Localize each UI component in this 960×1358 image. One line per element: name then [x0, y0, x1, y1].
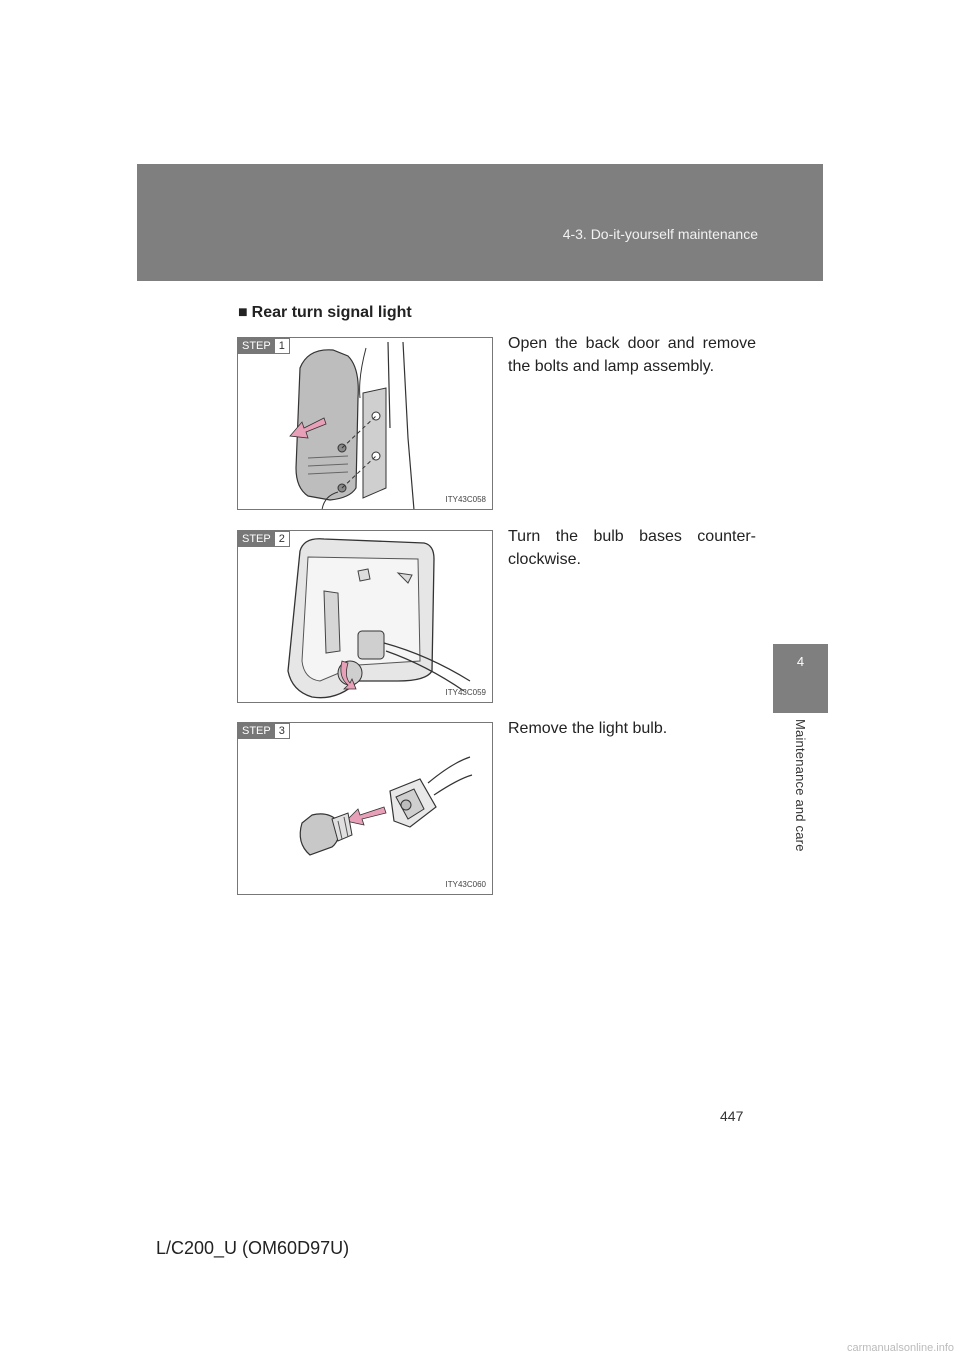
figure-step-1 — [237, 337, 493, 510]
step-label: STEP — [238, 338, 275, 354]
step-badge — [238, 531, 290, 547]
heading-bullet: ■ — [238, 304, 248, 321]
step-label: STEP — [238, 723, 275, 739]
figure-step-3 — [237, 722, 493, 895]
heading-text: Rear turn signal light — [251, 304, 412, 321]
step-badge — [238, 723, 290, 739]
figure-code: ITY43C059 — [445, 688, 486, 697]
step-number: 3 — [275, 723, 290, 739]
step-label: STEP — [238, 531, 275, 547]
bulb-removal-illustration — [238, 723, 493, 895]
chapter-tab-number: 4 — [773, 644, 828, 713]
step-2-instruction: Turn the bulb bases counter-clockwise. — [508, 528, 756, 568]
figure-code: ITY43C058 — [445, 495, 486, 504]
page-number: 447 — [720, 1108, 744, 1124]
section-heading — [238, 304, 412, 322]
step-1-instruction: Open the back door and remove the bolts and lamp assembly. — [508, 335, 756, 375]
chapter-tab-label — [773, 713, 828, 873]
step-3-instruction: Remove the light bulb. — [508, 720, 668, 737]
watermark: carmanualsonline.info — [846, 1342, 954, 1354]
bulb-base-illustration — [238, 531, 493, 703]
step-badge — [238, 338, 290, 354]
document-code: L/C200_U (OM60D97U) — [156, 1238, 350, 1258]
header-band — [137, 164, 823, 281]
step-number: 1 — [275, 338, 290, 354]
figure-step-2 — [237, 530, 493, 703]
step-number: 2 — [275, 531, 290, 547]
figure-code: ITY43C060 — [445, 880, 486, 889]
lamp-assembly-illustration — [238, 338, 493, 510]
section-title: 4-3. Do-it-yourself maintenance — [562, 226, 758, 242]
chapter-tab-label-text: Maintenance and care — [793, 719, 808, 852]
